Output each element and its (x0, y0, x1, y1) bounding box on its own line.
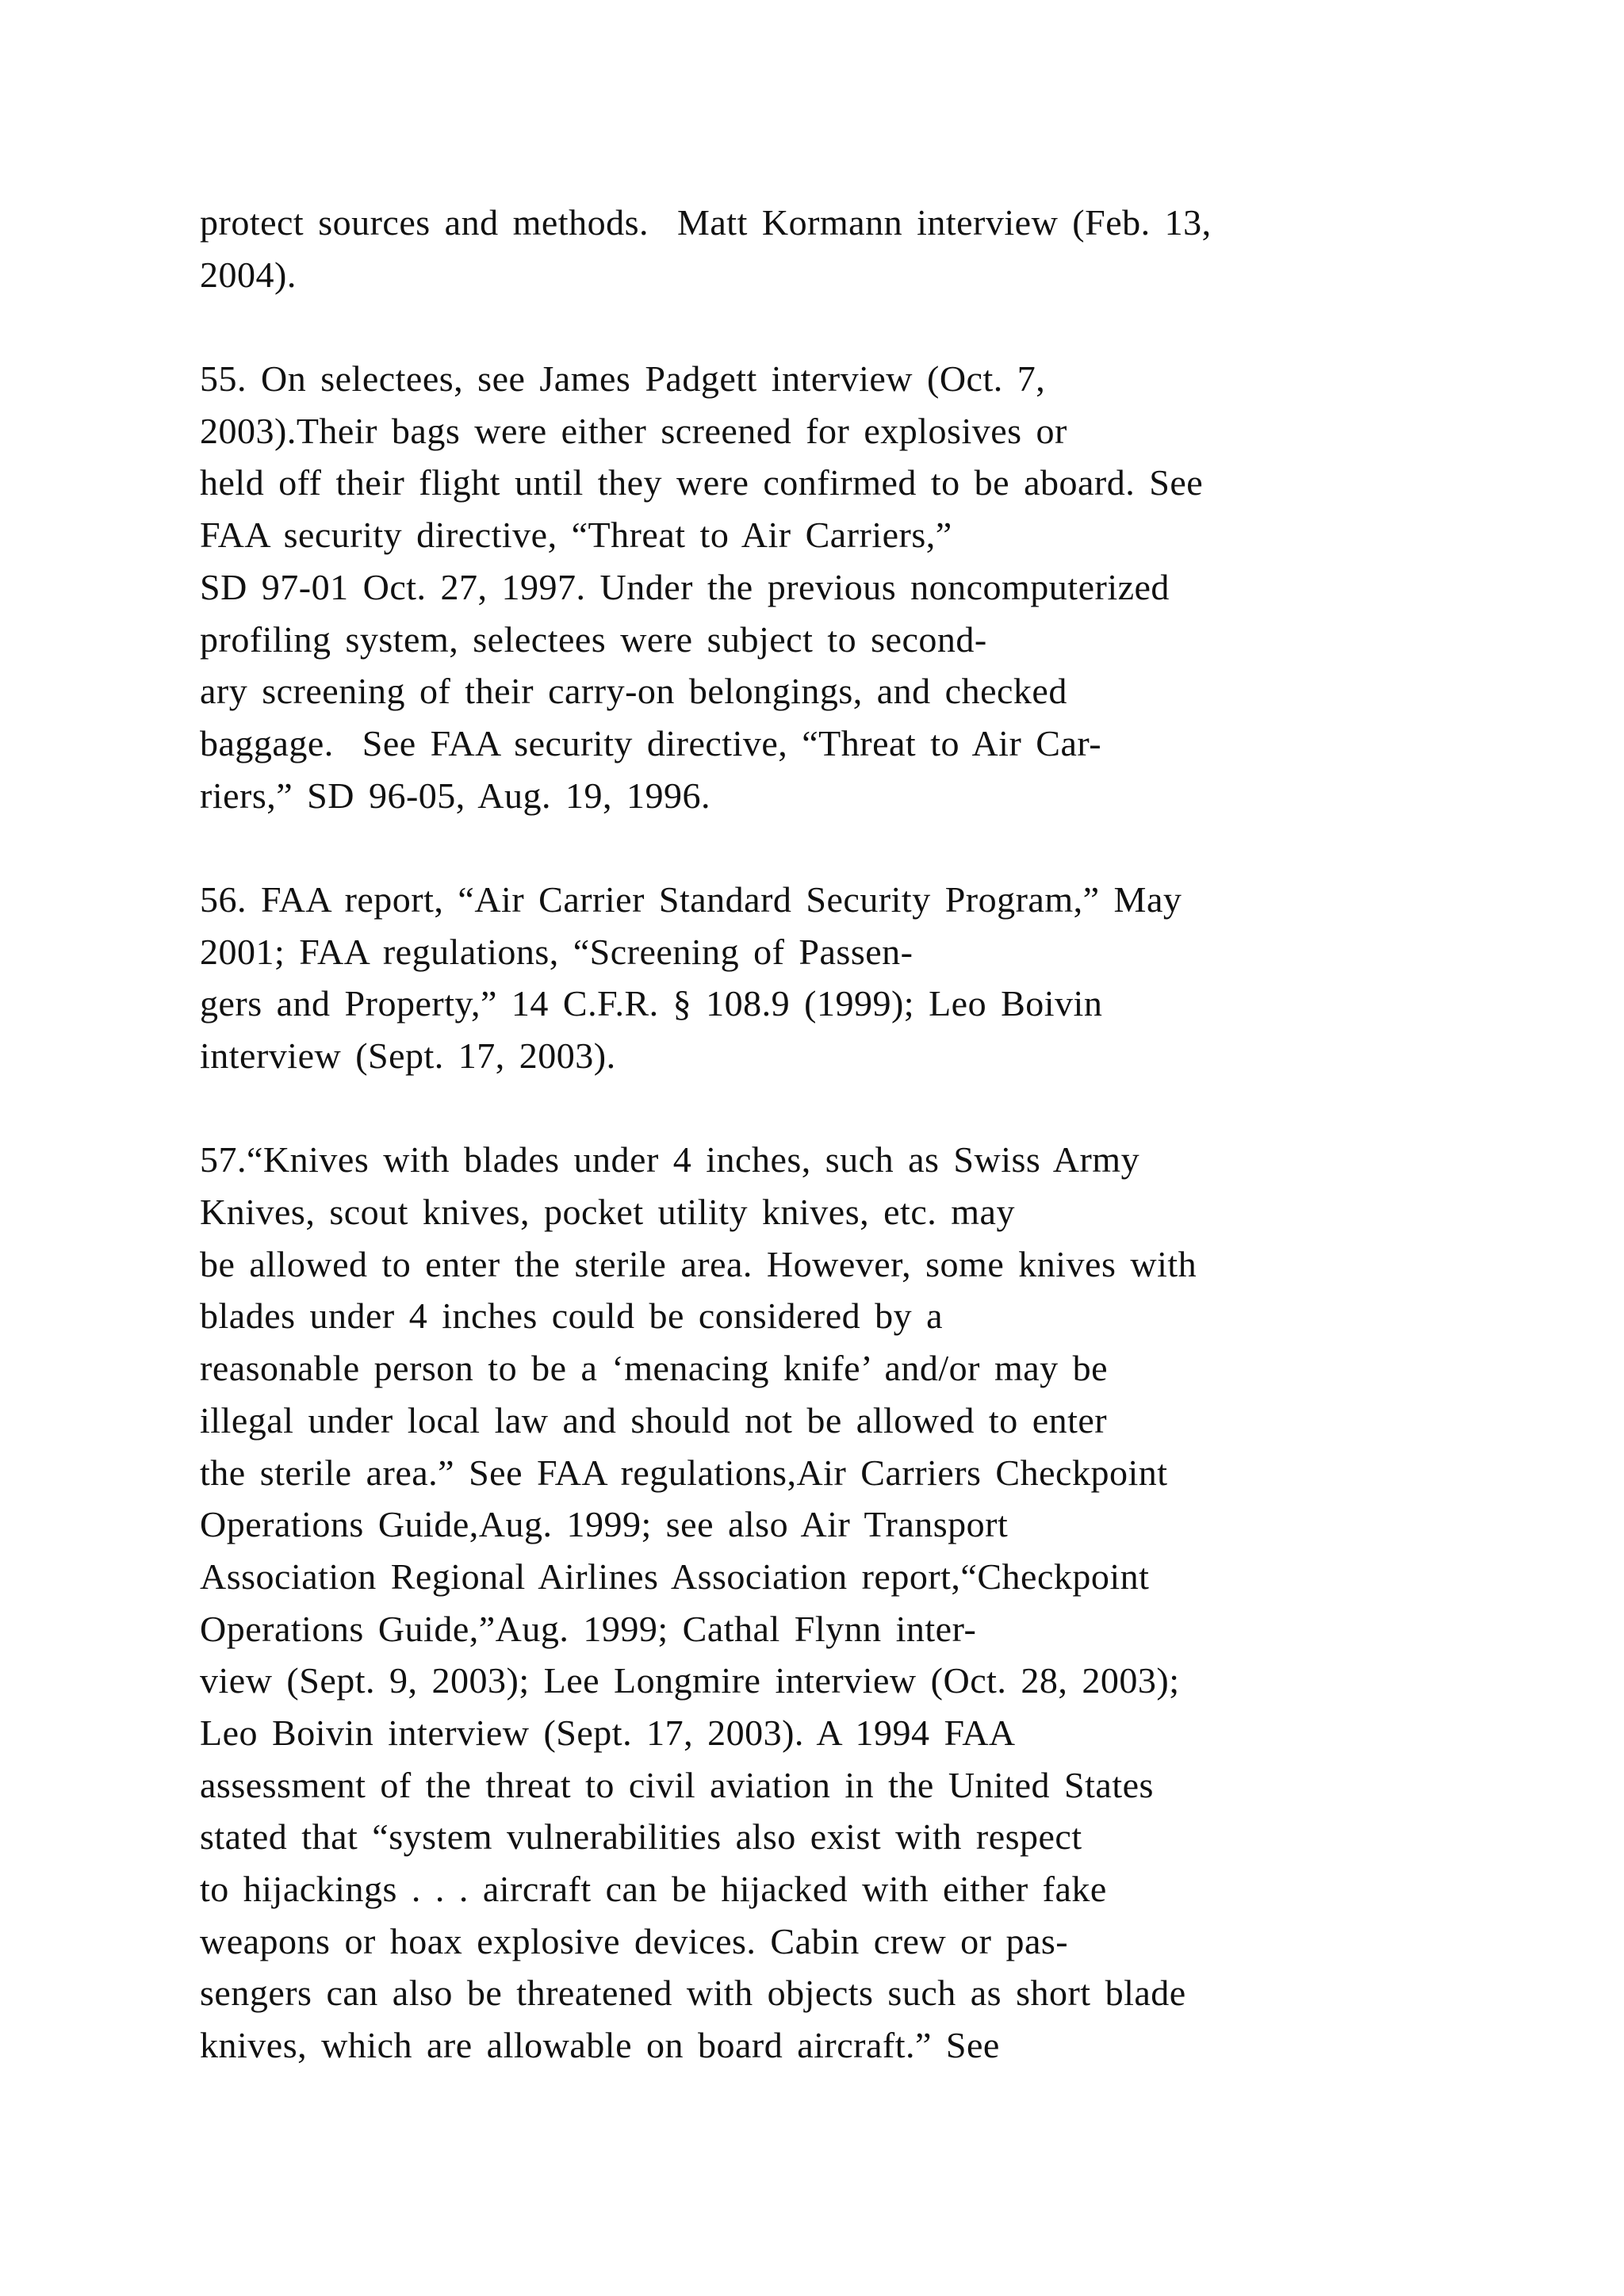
text-line: 2001; FAA regulations, “Screening of Passen- (200, 931, 914, 972)
text-line: 55. On selectees, see James Padgett interview (Oct. 7, (200, 358, 1046, 400)
text-line: SD 97-01 Oct. 27, 1997. Under the previous noncomputerized (200, 566, 1170, 607)
text-line: riers,” SD 96-05, Aug. 19, 1996. (200, 775, 710, 816)
text-line: Knives, scout knives, pocket utility knives, etc. may (200, 1192, 1015, 1233)
text-line: gers and Property,” 14 C.F.R. § 108.9 (1999); Leo Boivin (200, 983, 1103, 1024)
footnote-55 (200, 353, 1453, 821)
text-line: stated that “system vulnerabilities also exist with respect (200, 1816, 1082, 1858)
text-line: 56. FAA report, “Air Carrier Standard Security Program,” May (200, 878, 1182, 920)
text-line: 57.“Knives with blades under 4 inches, such as Swiss Army (200, 1139, 1140, 1181)
text-line: 2003).Their bags were either screened for explosives or (200, 410, 1067, 451)
text-line: Operations Guide,Aug. 1999; see also Air Transport (200, 1504, 1009, 1545)
text-line: Association Regional Airlines Association report,“Checkpoint (200, 1556, 1150, 1597)
text-line: protect sources and methods. Matt Kormann interview (Feb. 13, (200, 202, 1212, 243)
text-line: blades under 4 inches could be considered by a (200, 1295, 944, 1337)
text-line: Leo Boivin interview (Sept. 17, 2003). A 1994 FAA (200, 1712, 1016, 1753)
text-line: interview (Sept. 17, 2003). (200, 1035, 616, 1076)
text-line: weapons or hoax explosive devices. Cabin crew or pas- (200, 1920, 1069, 1961)
text-line: profiling system, selectees were subject to second- (200, 618, 987, 660)
text-line: be allowed to enter the sterile area. However, some knives with (200, 1243, 1197, 1284)
text-line: held off their flight until they were confirmed to be aboard. See (200, 462, 1204, 503)
text-line: Operations Guide,”Aug. 1999; Cathal Flynn inter- (200, 1608, 977, 1649)
text-line: ary screening of their carry-on belongings, and checked (200, 671, 1067, 712)
footnote-57 (200, 1134, 1453, 2071)
text-line: baggage. See FAA security directive, “Threat to Air Car- (200, 722, 1102, 763)
text-line: view (Sept. 9, 2003); Lee Longmire interview (Oct. 28, 2003); (200, 1660, 1180, 1701)
text-line: sengers can also be threatened with objects such as short blade (200, 1973, 1186, 2014)
text-line: illegal under local law and should not be allowed to enter (200, 1399, 1108, 1441)
paragraph-continuation (200, 197, 1453, 300)
text-line: knives, which are allowable on board aircraft.” See (200, 2025, 1000, 2066)
text-line: to hijackings . . . aircraft can be hijacked with either fake (200, 1869, 1107, 1909)
text-line: reasonable person to be a ‘menacing knife’ and/or may be (200, 1348, 1109, 1389)
text-line: assessment of the threat to civil aviation in the United States (200, 1764, 1154, 1805)
text-line: the sterile area.” See FAA regulations,Air Carriers Checkpoint (200, 1452, 1168, 1493)
text-line: FAA security directive, “Threat to Air Carriers,” (200, 515, 952, 556)
text-line: 2004). (200, 254, 297, 295)
footnotes-text (200, 197, 1453, 2072)
footnote-56 (200, 874, 1453, 1082)
